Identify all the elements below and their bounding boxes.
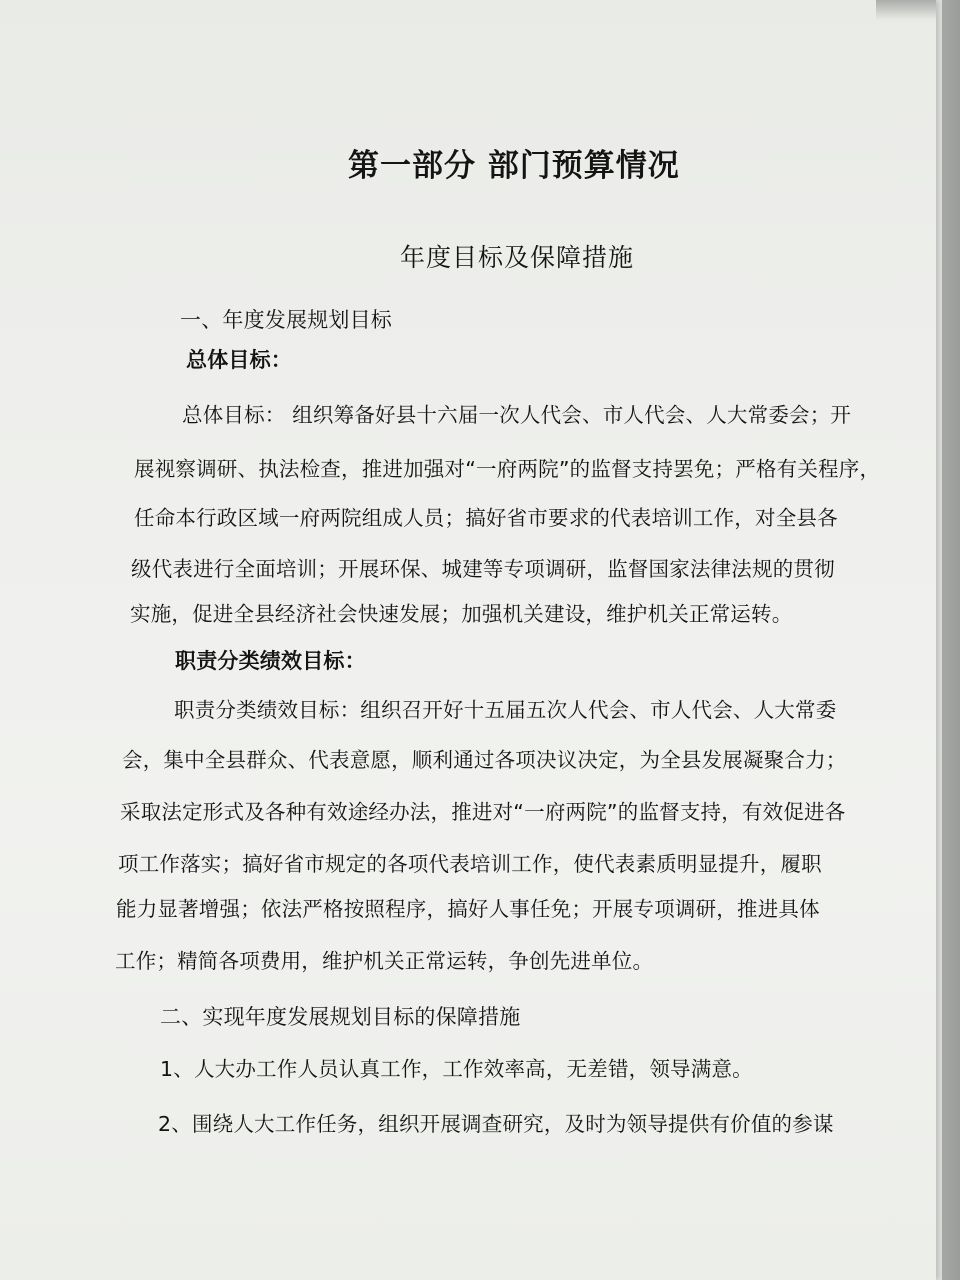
paragraph-line: 总体目标： 组织筹备好县十六届一次人代会、市人代会、人大常委会；开	[182, 403, 852, 427]
paragraph-line: 会，集中全县群众、代表意愿，顺利通过各项决议决定，为全县发展凝聚合力；	[122, 748, 847, 772]
paragraph-line: 级代表进行全面培训；开展环保、城建等专项调研，监督国家法律法规的贯彻	[131, 557, 835, 581]
subheading-overall-goal: 总体目标：	[186, 348, 292, 372]
list-item: 2、围绕人大工作任务，组织开展调查研究，及时为领导提供有价值的参谋	[158, 1112, 834, 1136]
page-title: 第一部分 部门预算情况	[348, 148, 680, 184]
page-subtitle: 年度目标及保障措施	[400, 243, 635, 272]
paragraph-line: 展视察调研、执法检查，推进加强对“一府两院”的监督支持罢免；严格有关程序，	[134, 457, 881, 481]
paragraph-line: 任命本行政区域一府两院组成人员；搞好省市要求的代表培训工作，对全县各	[134, 506, 838, 530]
paragraph-line: 职责分类绩效目标：组织召开好十五届五次人代会、市人代会、人大常委	[174, 698, 837, 722]
paragraph-line: 实施，促进全县经济社会快速发展；加强机关建设，维护机关正常运转。	[130, 602, 793, 626]
section-heading-1: 一、年度发展规划目标	[180, 308, 392, 332]
paragraph-line: 项工作落实；搞好省市规定的各项代表培训工作，使代表素质明显提升，履职	[118, 852, 822, 876]
paragraph-line: 采取法定形式及各种有效途经办法，推进对“一府两院”的监督支持，有效促进各	[120, 800, 846, 824]
list-item: 1、人大办工作人员认真工作，工作效率高，无差错，领导满意。	[160, 1057, 753, 1081]
paragraph-line: 能力显著增强；依法严格按照程序，搞好人事任免；开展专项调研，推进具体	[116, 897, 820, 921]
page-corner-shadow	[876, 0, 936, 20]
paragraph-line: 工作；精简各项费用，维护机关正常运转，争创先进单位。	[115, 949, 654, 973]
section-heading-2: 二、实现年度发展规划目标的保障措施	[160, 1005, 521, 1029]
subheading-performance-goal: 职责分类绩效目标：	[175, 649, 366, 673]
